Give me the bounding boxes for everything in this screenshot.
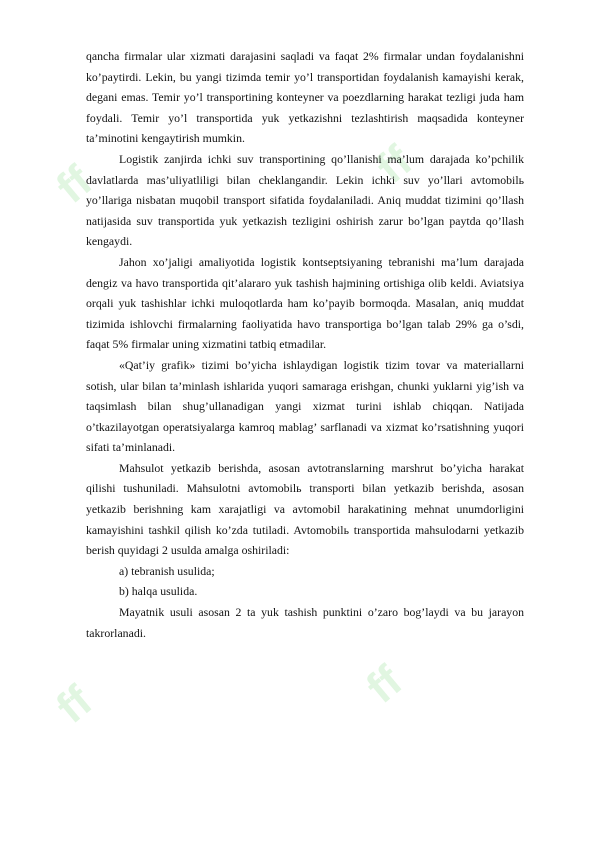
list-item-a: a) tebranish usulida; [119,563,215,578]
paragraph-3: Jahon xo’jaligi amaliyotida logistik kontseptsiyaning tebranishi ma’lum darajada dengiz va havo transportida qit’alararo yuk tashish hajmining ortishiga olib keldi. Aviatsiya orqali yuk tashishlar ichki muloqotlarda ham ko’payib bormoqda. Masalan, aniq muddat tizimida ishlovchi firmalarning faoliyatida havo transportiga bo’lgan talab 29% ga o’sdi, faqat 5% firmalar uning xizmatini tatbiq etmadilar. [86,254,524,352]
document-body [86,46,524,643]
paragraph-2: Logistik zanjirda ichki suv transportining qo’llanishi ma’lum darajada ko’pchilik davlatlarda mas’uliyatliligi bilan cheklangandir. Lekin ichki suv yo’llari avtomobilь yo’llariga nisbatan muqobil transport sifatida foydalaniladi. Aniq muddat tizimini qo’llash natijasida suv transportida yuk yetkazish tezligini oshirish zarur bo’lgan paytda qo’llash kengaydi. [86,151,524,249]
paragraph-1: qancha firmalar ular xizmati darajasini saqladi va faqat 2% firmalar undan foydalanishni ko’paytirdi. Lekin, bu yangi tizimda temir yo’l transportidan foydalanish kamayishi kerak, degani emas. Temir yo’l transportining konteyner va poezdlarning harakat tezligi juda ham foydali. Temir yo’l transportida yuk yetkazishni tezlashtirish maqsadida konteyner ta’minotini kengaytirish mumkin. [86,49,524,146]
watermark-logo: ff [357,656,412,713]
list-item-b: b) halqa usulida. [119,584,198,599]
paragraph-4: «Qat’iy grafik» tizimi bo’yicha ishlaydigan logistik tizim tovar va materiallarni sotish, ular bilan ta’minlash ishlarida yuqori samaraga erishgan, chunki yuklarni yig’ish va taqsimlash bilan shug’ullanadigan yangi xizmat turini ishlab chiqqan. Natijada o’tkazilayotgan operatsiyalarga kamroq mablag’ sarflanadi va xizmat ko’rsatishning yuqori sifati ta’minlanadi. [86,357,524,455]
watermark-logo: ff [47,676,102,733]
watermark-logo: ff [367,136,422,193]
paragraph-6: Mayatnik usuli asosan 2 ta yuk tashish punktini o’zaro bog’laydi va bu jarayon takrorlanadi. [86,605,524,640]
paragraph-5: Mahsulot yetkazib berishda, asosan avtotranslarning marshrut bo’yicha harakat qilishi tushuniladi. Mahsulotni avtomobilь transporti bilan yetkazib berishda, asosan yetkazib berishning kam xarajatligi va avtomobil harakatining mehnat unumdorligini kamayishini tashkil qilish ko’zda tutiladi. Avtomobilь transportida mahsulodarni yetkazib berish quyidagi 2 usulda amalga oshiriladi: [86,460,524,558]
watermark-logo: ff [47,156,102,213]
